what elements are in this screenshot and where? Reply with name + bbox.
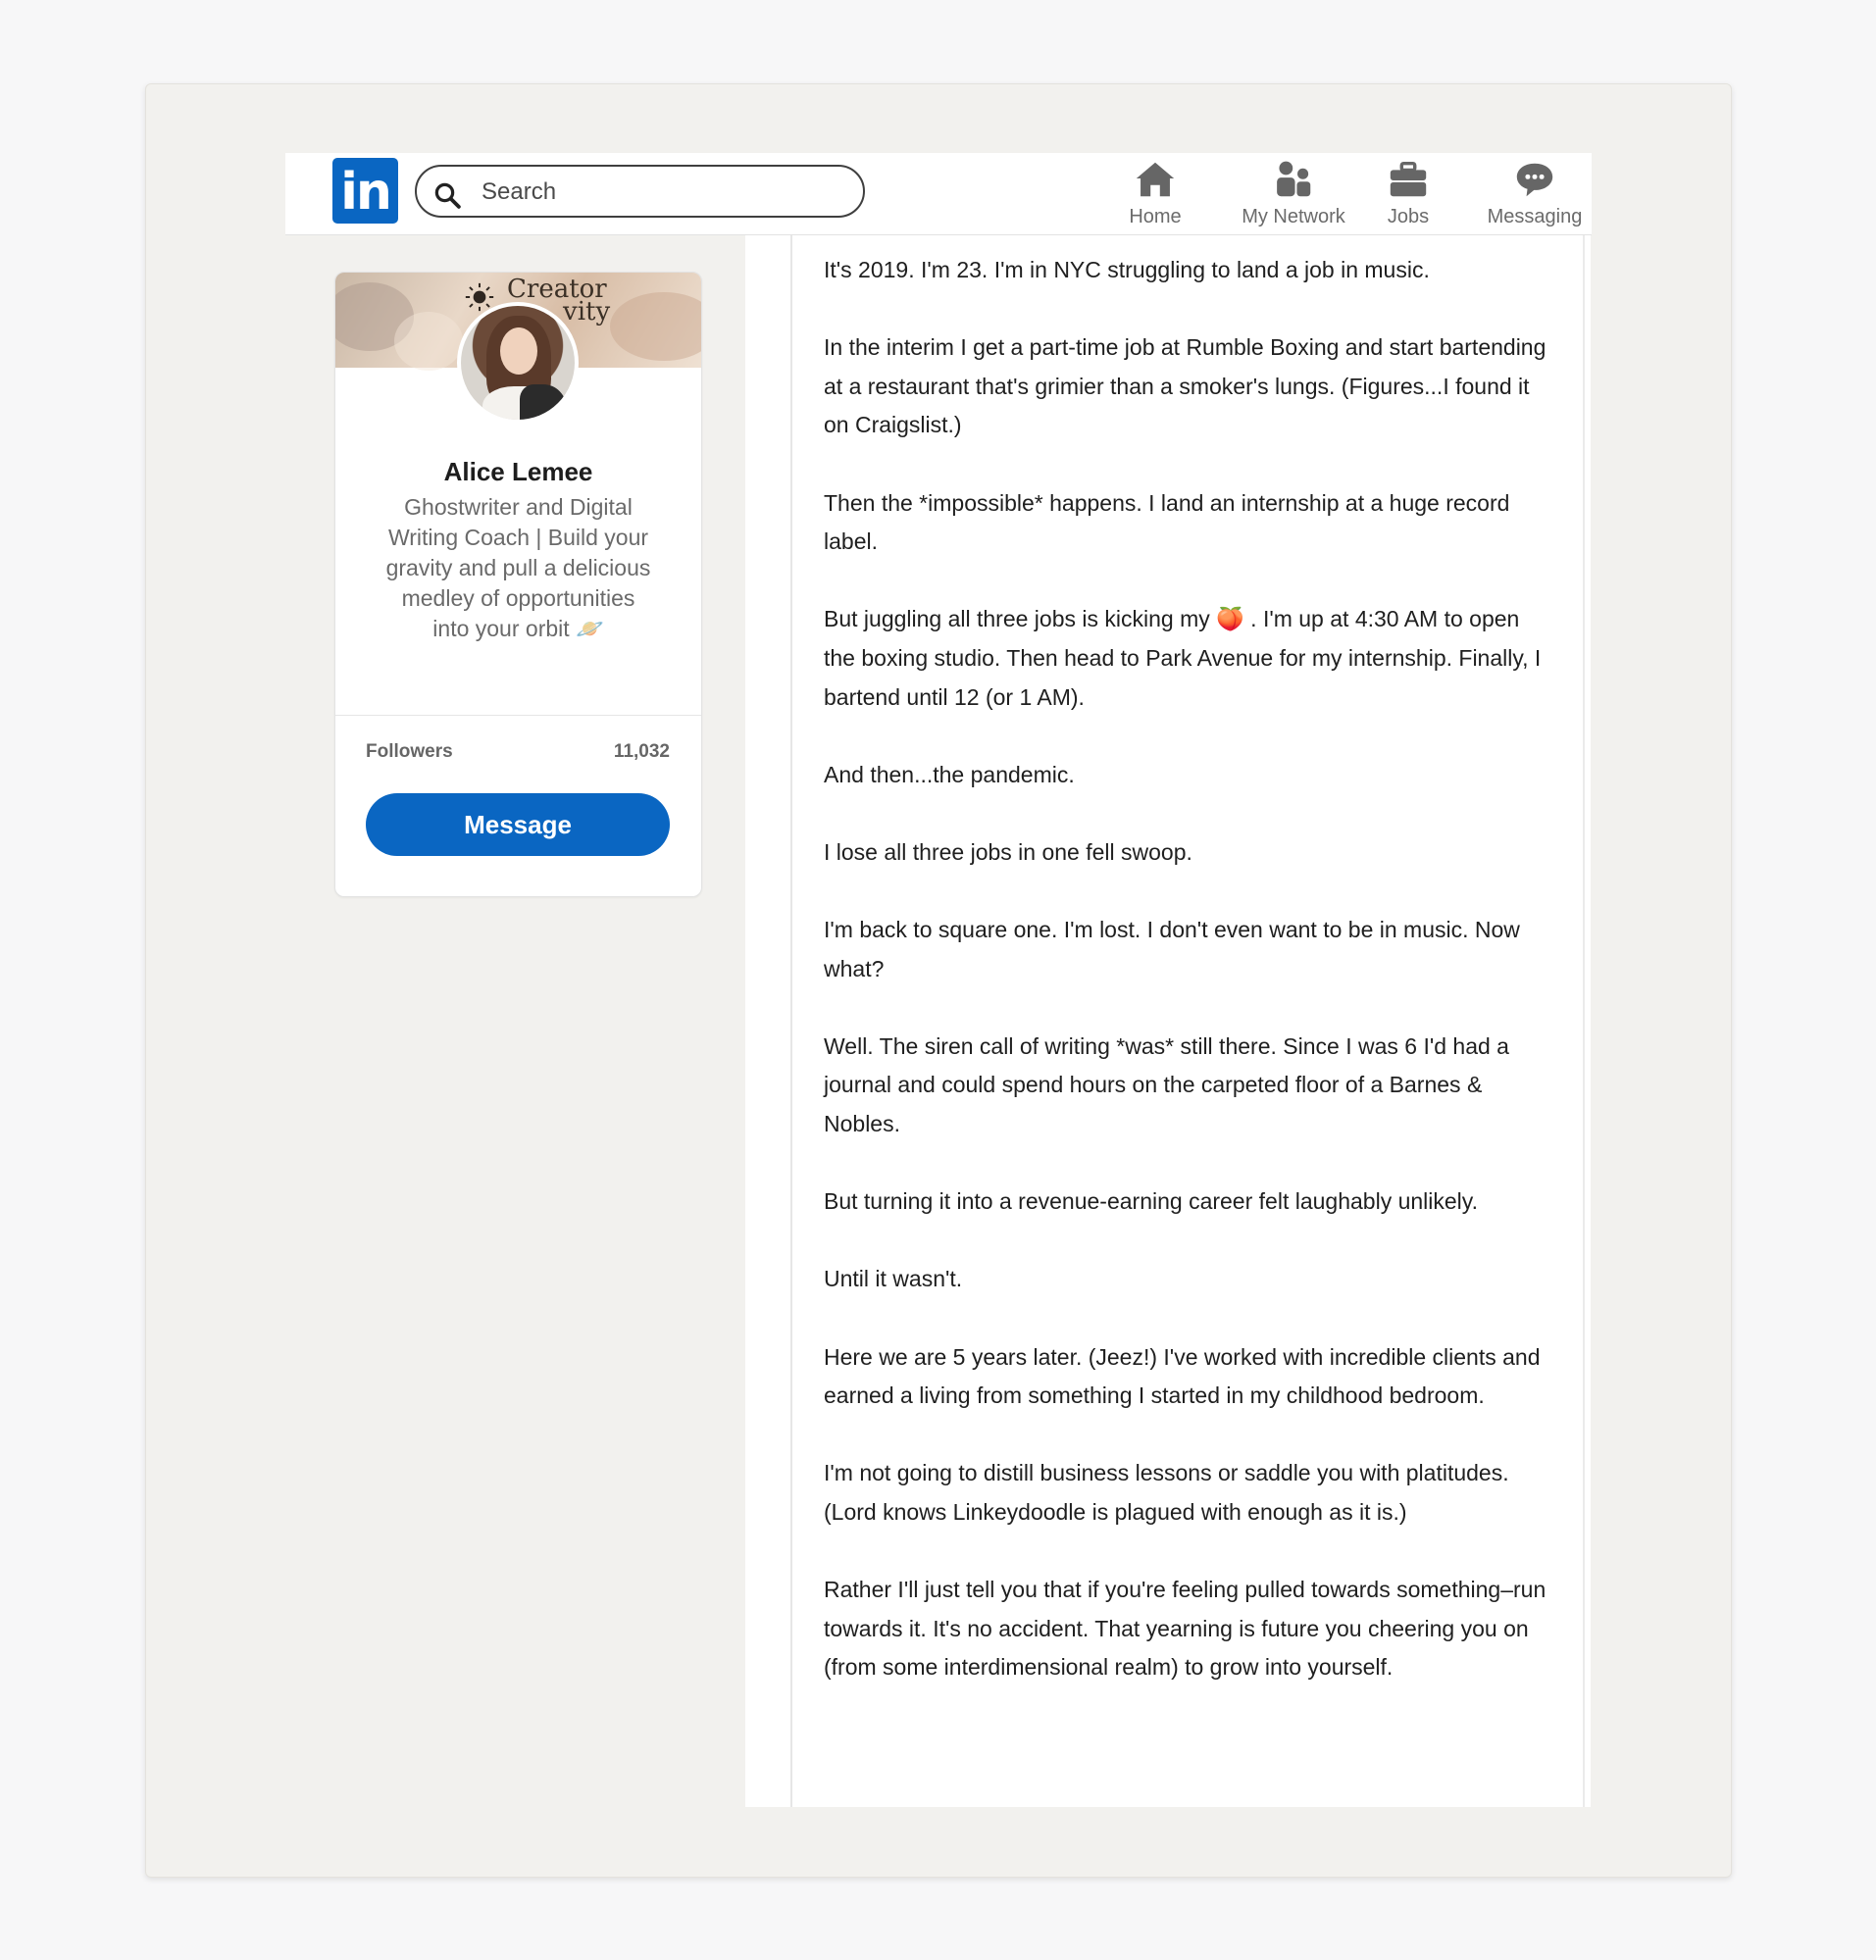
- nav-my-network[interactable]: [1215, 157, 1372, 231]
- nav-home-label: Home: [1129, 206, 1182, 227]
- post-paragraph: I'm not going to distill business lessons or saddle you with platitudes. (Lord knows Linkeydoodle is plagued with enough as it is.): [824, 1460, 1509, 1525]
- avatar[interactable]: [457, 302, 579, 424]
- post-paragraph: And then...the pandemic.: [824, 761, 1075, 787]
- post-paragraph: But juggling all three jobs is kicking my 🍑 . I'm up at 4:30 AM to open the boxing studio. Then head to Park Avenue for my internship. Finally, I bartend until 12 (or 1 AM).: [824, 606, 1542, 710]
- post-panel-right-border: [1583, 235, 1585, 1807]
- search-box[interactable]: [415, 165, 865, 218]
- post-paragraph: Rather I'll just tell you that if you're feeling pulled towards something–run towards it. It's no accident. That yearning is future you cheering you on (from some interdimensional realm) to grow into yourself.: [824, 1577, 1546, 1681]
- post-panel-left-border: [790, 235, 792, 1807]
- profile-name[interactable]: Alice Lemee: [443, 457, 593, 486]
- post-paragraph: I'm back to square one. I'm lost. I don't even want to be in music. Now what?: [824, 917, 1520, 981]
- banner-title-line2: vity: [563, 297, 611, 327]
- post-body: [824, 251, 1549, 1727]
- profile-headline: Ghostwriter and Digital Writing Coach | Build your gravity and pull a delicious medley of opportunities into your orbit 🪐: [385, 494, 651, 641]
- post-paragraph: I lose all three jobs in one fell swoop.: [824, 838, 1192, 865]
- linkedin-logo[interactable]: in: [332, 158, 398, 224]
- nav-messaging[interactable]: [1474, 157, 1596, 231]
- post-paragraph: But turning it into a revenue-earning career felt laughably unlikely.: [824, 1188, 1478, 1215]
- network-icon: [1271, 157, 1316, 202]
- profile-card: [334, 272, 702, 897]
- post-paragraph: Until it wasn't.: [824, 1266, 963, 1292]
- banner-title-line1: Creator: [507, 275, 607, 304]
- chat-bubble-icon: [1512, 157, 1557, 202]
- post-paragraph: In the interim I get a part-time job at Rumble Boxing and start bartending at a restaurant that's grimier than a smoker's lungs. (Figures...I found it on Craigslist.): [824, 334, 1546, 438]
- nav-jobs-label: Jobs: [1387, 206, 1430, 227]
- top-navigation-bar: [285, 153, 1592, 235]
- nav-messaging-label: Messaging: [1487, 206, 1583, 227]
- post-panel: [745, 235, 1591, 1807]
- followers-count: 11,032: [613, 741, 670, 762]
- card-divider: [335, 715, 701, 716]
- message-button[interactable]: Message: [366, 793, 670, 856]
- followers-label: Followers: [366, 741, 453, 762]
- post-paragraph: Here we are 5 years later. (Jeez!) I've worked with incredible clients and earned a living from something I started in my childhood bedroom.: [824, 1343, 1541, 1409]
- search-input[interactable]: [480, 175, 837, 210]
- briefcase-icon: [1386, 157, 1431, 202]
- nav-home[interactable]: [1111, 157, 1199, 231]
- post-paragraph: Well. The siren call of writing *was* still there. Since I was 6 I'd had a journal and could spend hours on the carpeted floor of a Barnes & Nobles.: [824, 1032, 1509, 1137]
- home-icon: [1133, 157, 1178, 202]
- nav-jobs[interactable]: [1370, 157, 1446, 231]
- nav-my-network-label: My Network: [1242, 206, 1345, 227]
- post-paragraph: Then the *impossible* happens. I land an internship at a huge record label.: [824, 489, 1510, 555]
- search-icon: [432, 180, 462, 210]
- post-paragraph: It's 2019. I'm 23. I'm in NYC struggling to land a job in music.: [824, 257, 1430, 282]
